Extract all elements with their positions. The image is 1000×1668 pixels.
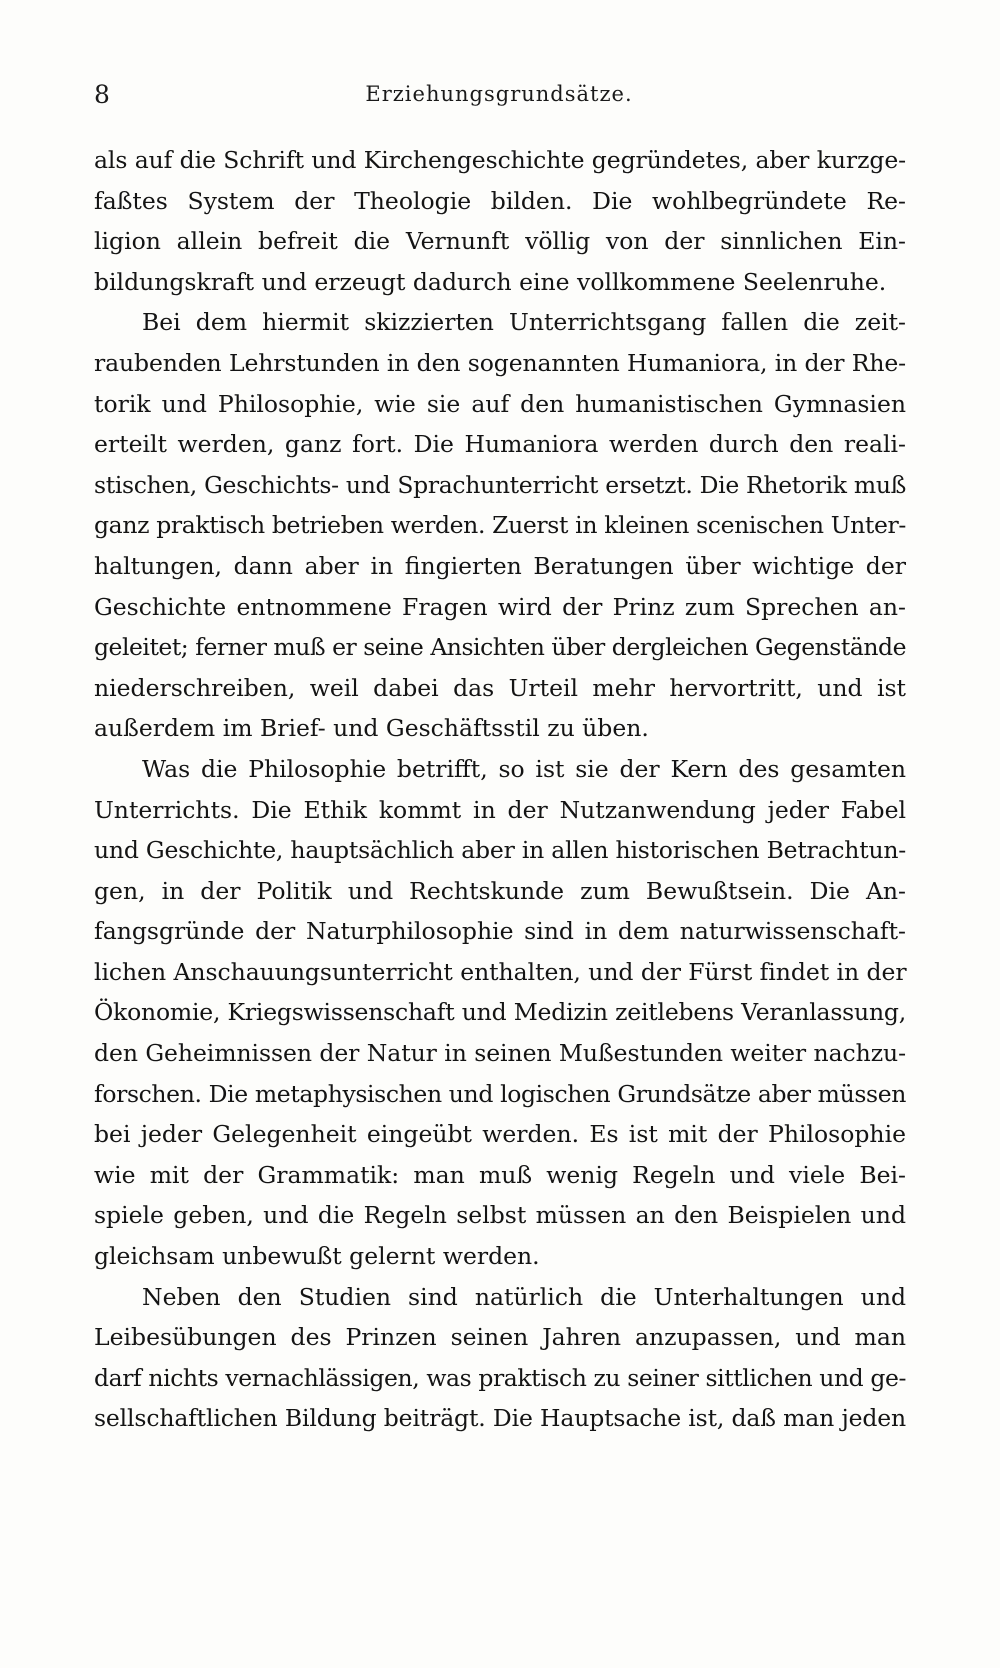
paragraph-1 [94, 140, 906, 302]
text-line: bildungskraft und erzeugt dadurch eine vollkommene Seelenruhe. [94, 267, 887, 296]
page-number: 8 [94, 80, 110, 109]
text-line: Neben den Studien sind natürlich die Unterhaltungen und [142, 1282, 906, 1311]
text-line: spiele geben, und die Regeln selbst müssen an den Beispielen und [94, 1201, 906, 1230]
page-header [94, 80, 904, 120]
text-line: faßtes System der Theologie bilden. Die wohlbegründete Re- [94, 186, 906, 215]
text-line: fangsgründe der Naturphilosophie sind in dem naturwissenschaft- [94, 917, 906, 946]
text-line: niederschreiben, weil dabei das Urteil mehr hervortritt, und ist [94, 673, 906, 702]
text-line: Unterrichts. Die Ethik kommt in der Nutzanwendung jeder Fabel [94, 795, 906, 824]
text-line: haltungen, dann aber in fingierten Beratungen über wichtige der [94, 551, 906, 580]
text-line: darf nichts vernachlässigen, was praktisch zu seiner sittlichen und ge- [94, 1363, 906, 1392]
text-line: wie mit der Grammatik: man muß wenig Regeln und viele Bei- [94, 1160, 906, 1189]
text-line: und Geschichte, hauptsächlich aber in allen historischen Betrachtun- [94, 836, 906, 865]
text-line: ganz praktisch betrieben werden. Zuerst in kleinen scenischen Unter- [94, 511, 906, 540]
text-line: außerdem im Brief- und Geschäftsstil zu üben. [94, 714, 649, 743]
text-line: torik und Philosophie, wie sie auf den humanistischen Gymnasien [94, 389, 906, 418]
text-line: erteilt werden, ganz fort. Die Humaniora werden durch den reali- [94, 430, 906, 459]
text-line: ligion allein befreit die Vernunft völlig von der sinnlichen Ein- [94, 227, 906, 256]
text-line: sellschaftlichen Bildung beiträgt. Die Hauptsache ist, daß man jeden [94, 1404, 906, 1433]
paragraph-4 [94, 1277, 906, 1439]
text-line: gleichsam unbewußt gelernt werden. [94, 1242, 540, 1271]
body-text [94, 140, 906, 1439]
text-line: Was die Philosophie betrifft, so ist sie der Kern des gesamten [142, 754, 906, 783]
text-line: Bei dem hiermit skizzierten Unterrichtsgang fallen die zeit- [142, 308, 906, 337]
text-line: geleitet; ferner muß er seine Ansichten über dergleichen Gegenstände [94, 633, 906, 662]
paragraph-3 [94, 749, 906, 1277]
text-line: lichen Anschauungsunterricht enthalten, und der Fürst findet in der [94, 957, 907, 986]
text-line: gen, in der Politik und Rechtskunde zum Bewußtsein. Die An- [94, 876, 906, 905]
text-line: den Geheimnissen der Natur in seinen Mußestunden weiter nachzu- [94, 1039, 906, 1068]
running-head: Erziehungsgrundsätze. [365, 82, 633, 106]
text-line: stischen, Geschichts- und Sprachunterricht ersetzt. Die Rhetorik muß [94, 470, 906, 499]
text-line: Ökonomie, Kriegswissenschaft und Medizin zeitlebens Veranlassung, [94, 998, 906, 1027]
text-line: Geschichte entnommene Fragen wird der Prinz zum Sprechen an- [94, 592, 906, 621]
text-line: bei jeder Gelegenheit eingeübt werden. Es ist mit der Philosophie [94, 1120, 906, 1149]
text-line: forschen. Die metaphysischen und logischen Grundsätze aber müssen [94, 1079, 906, 1108]
paragraph-2 [94, 302, 906, 749]
text-line: Leibesübungen des Prinzen seinen Jahren anzupassen, und man [94, 1323, 906, 1352]
text-line: raubenden Lehrstunden in den sogenannten Humaniora, in der Rhe- [94, 348, 906, 377]
text-line: als auf die Schrift und Kirchengeschichte gegründetes, aber kurzge- [94, 146, 906, 174]
